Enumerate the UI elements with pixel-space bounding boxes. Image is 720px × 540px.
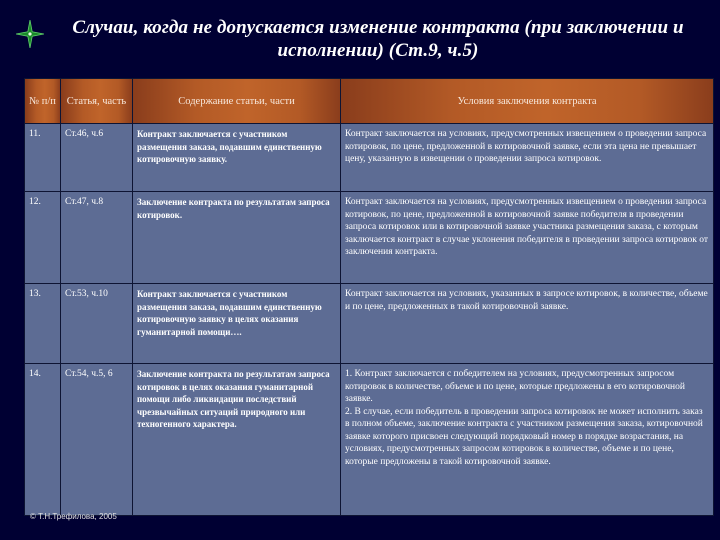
row-number: 14. (25, 364, 61, 516)
header-content: Содержание статьи, части (133, 79, 341, 124)
header-conditions: Условия заключения контракта (341, 79, 714, 124)
row-number: 12. (25, 192, 61, 284)
row-number: 11. (25, 124, 61, 192)
row-conditions: Контракт заключается на условиях, предусмотренных извещением о проведении запроса котировок, по цене, предложенной в котировочной заявке победителя в проведении запроса котировок или в котировочной заявке участника размещения заказа, с которым заключается контракт в случае уклонения победителя в проведении запроса котировок от заключения контракта. (341, 192, 714, 284)
slide-title: Случаи, когда не допускается изменение контракта (при заключении и исполнении) (Ст.9, ч.5) (72, 17, 684, 61)
row-article: Ст.53, ч.10 (61, 284, 133, 364)
row-content: Заключение контракта по результатам запроса котировок. (133, 192, 341, 284)
table-row (25, 284, 714, 364)
condition-item-1: 1. Контракт заключается с победителем на условиях, предусмотренных запросом котировок в количестве, объеме и по цене, которые предложены в его котировочной заявке. (345, 369, 685, 404)
header-article: Статья, часть (61, 79, 133, 124)
row-content: Заключение контракта по результатам запроса котировок в целях оказания гуманитарной помощи либо ликвидации последствий чрезвычайных ситуаций природного или техногенного характера. (133, 364, 341, 516)
row-content: Контракт заключается с участником размещения заказа, подавшим единственную котировочную заявку в целях оказания гуманитарной помощи…. (133, 284, 341, 364)
contracts-table (24, 78, 714, 516)
row-conditions (341, 364, 714, 516)
table-row (25, 192, 714, 284)
header-number: № п/п (25, 79, 61, 124)
row-article: Ст.47, ч.8 (61, 192, 133, 284)
row-conditions: Контракт заключается на условиях, указанных в запросе котировок, в количестве, объеме и по цене, предложенных в такой котировочной заявке. (341, 284, 714, 364)
condition-item-2: 2. В случае, если победитель в проведении запроса котировок не может исполнить заказ в полном объеме, заключение контракта с участником размещения заказа, котировочной заявке которого присвоен следующий порядковый номер в порядке возрастания, на условиях, предусмотренных запросом котировок в количестве, объеме и по цене, которые предложены в такой котировочной заявке. (345, 406, 703, 467)
copyright-note: © Т.Н.Трефилова, 2005 (30, 512, 117, 521)
table-row (25, 364, 714, 516)
row-conditions: Контракт заключается на условиях, предусмотренных извещением о проведении запроса котировок, по цене, предложенной в котировочной заявке, если эта цена не превышает цену, указанную в извещении о проведении запроса котировок. (341, 124, 714, 192)
row-article: Ст.46, ч.6 (61, 124, 133, 192)
slide-header (0, 0, 720, 76)
table-header-row (25, 79, 714, 124)
row-content: Контракт заключается с участником размещения заказа, подавшим единственную котировочную заявку. (133, 124, 341, 192)
row-article: Ст.54, ч.5, 6 (61, 364, 133, 516)
table-row (25, 124, 714, 192)
four-point-star-icon (16, 20, 44, 48)
row-number: 13. (25, 284, 61, 364)
